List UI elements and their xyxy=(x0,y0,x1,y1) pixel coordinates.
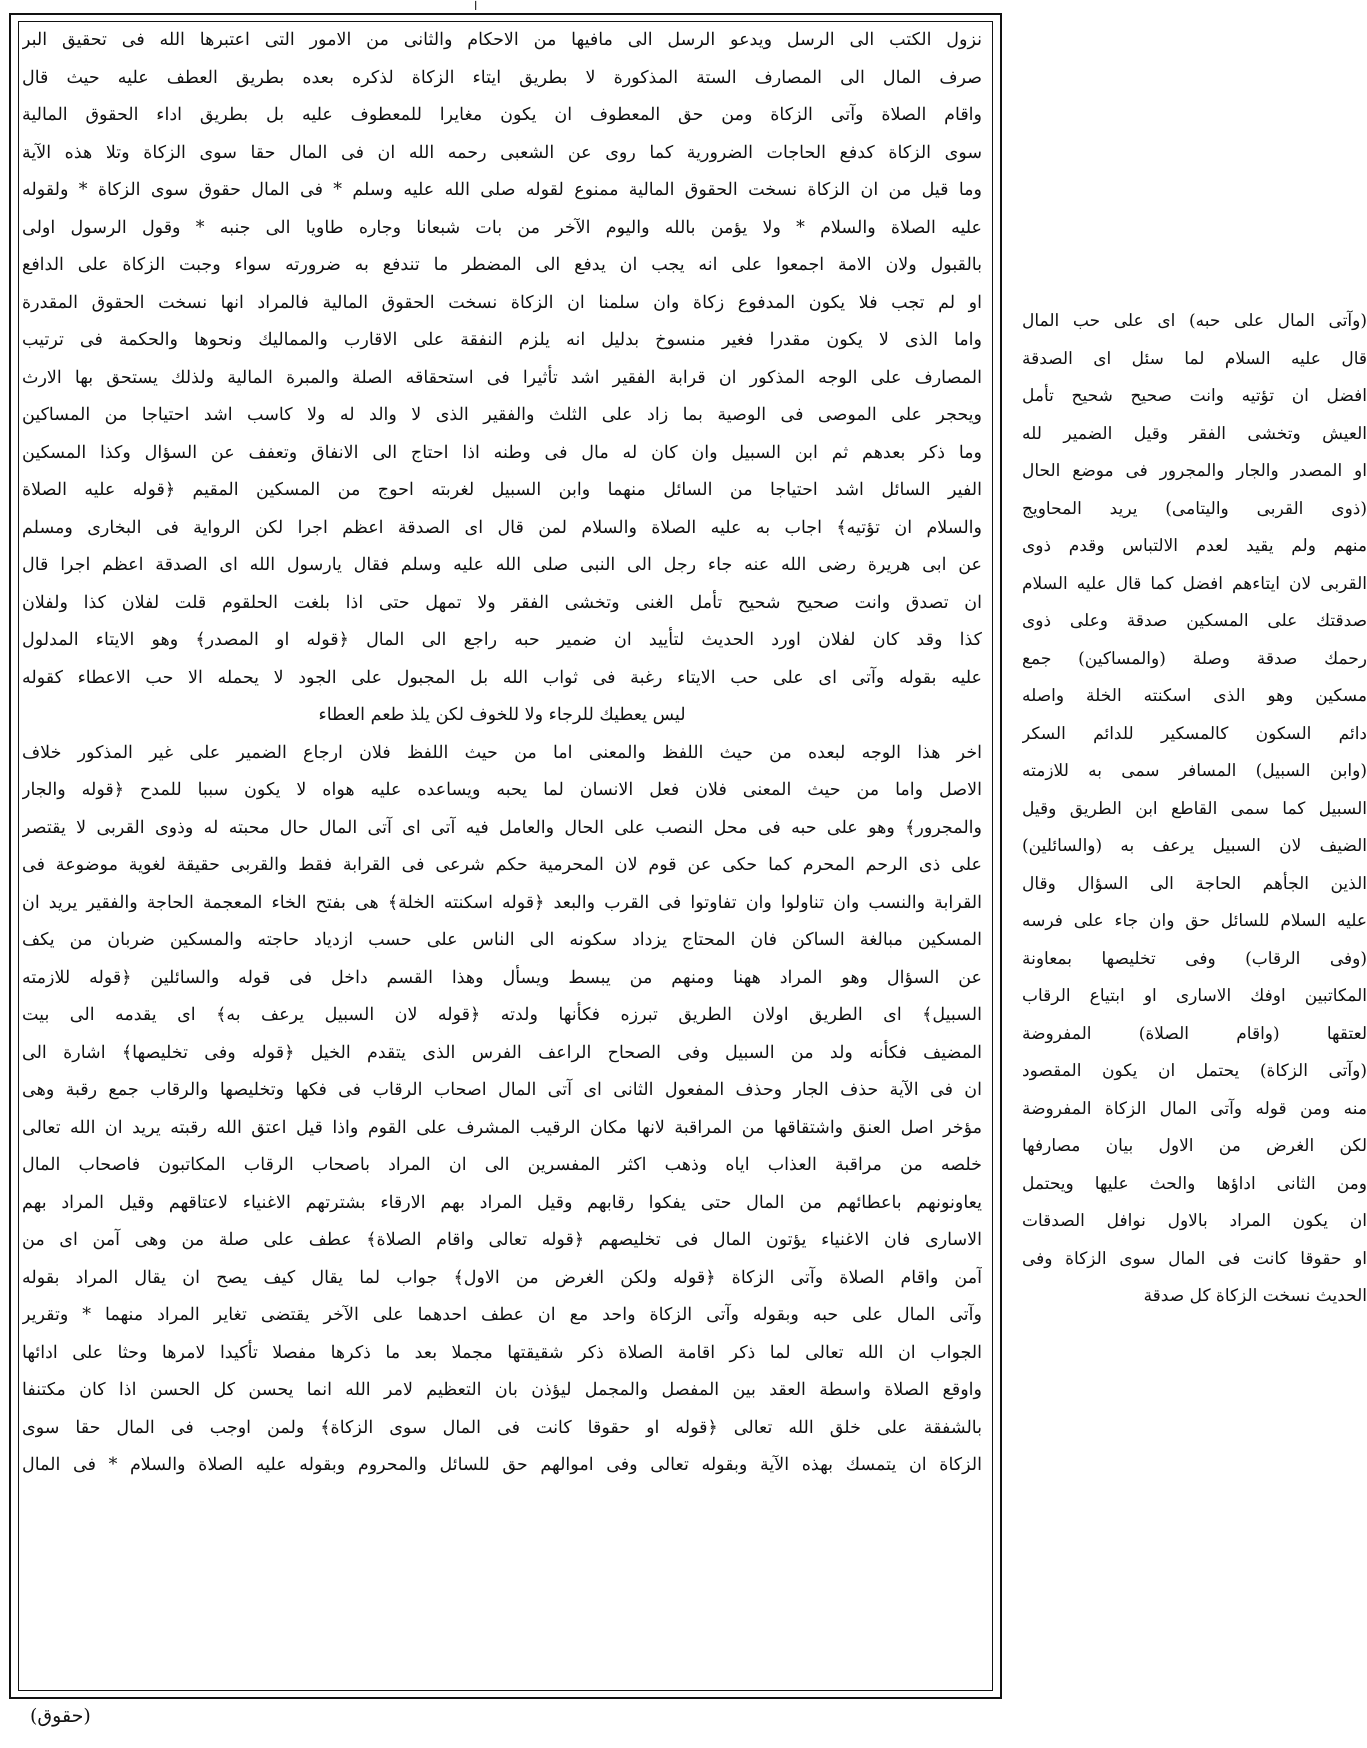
commentary-line: ليس يعطيك للرجاء ولا للخوف لكن يلذ طعم العطاء xyxy=(318,705,686,725)
margin-line: (وابن السبيل) المسافر سمى به للازمته xyxy=(1022,761,1367,781)
commentary-line: الجواب ان الله تعالى لما ذكر اقامة الصلاة ذكر شقيقتها مجملا بعد ما ذكرها مفصلا تأكيدا لامرها وحثا على ادائها xyxy=(22,1342,982,1363)
commentary-line: المضيف فكأنه ولد من السبيل وفى الصحاح الراعف الفرس الذى يتقدم الخيل ﴿قوله وفى تخليصها﴾ اشارة الى xyxy=(22,1042,982,1063)
commentary-line: وآتى المال على حبه وبقوله وآتى الزكاة واحد مع ان عطف احدهما على الآخر يقتضى تغاير المراد منهما * وتقرير xyxy=(22,1305,982,1325)
commentary-line: عن ابى هريرة رضى الله عنه جاء رجل الى النبى صلى الله عليه وسلم فقال يارسول الله اى الصدقة اعظم اجرا قال xyxy=(22,555,982,575)
commentary-line: ويحجر على الموصى فى الوصية بما زاد على الثلث والفقير الذى لا والد له ولا كاسب اشد احتياجا من المساكين xyxy=(22,405,982,425)
commentary-line: بالشفقة على خلق الله تعالى ﴿قوله او حقوقا كانت فى المال سوى الزكاة﴾ ولمن اوجب فى المال حقا سوى xyxy=(22,1417,982,1438)
commentary-line: اخر هذا الوجه لبعده من حيث اللفظ والمعنى اما من حيث اللفظ فلان ارجاع الضمير على غير المذكور خلاف xyxy=(22,742,982,763)
margin-line: الضيف لان السبيل يرعف به (والسائلين) xyxy=(1022,836,1367,856)
margin-tafsir-text-block xyxy=(1022,303,1367,1363)
commentary-line: الفير السائل اشد احتياجا من السائل منهما وابن السبيل لغربته احوج من المسكين المقيم ﴿قوله عليه الصلاة xyxy=(22,480,982,500)
commentary-line: بالقبول ولان الامة اجمعوا على انه يجب ان يدفع الى المضطر ما تندفع به ضرورته سواء وجبت الزكاة على الدافع xyxy=(22,255,982,275)
commentary-line: وما ذكر بعدهم ثم ابن السبيل وان كان له مال فى وطنه اذا احتاج الى الانفاق وتعفف عن السؤال وكذا المسكين xyxy=(22,442,982,463)
margin-line: السبيل كما سمى القاطع ابن الطريق وقيل xyxy=(1022,798,1367,819)
commentary-line: المصارف على الوجه المذكور ان قرابة الفقير اشد تأثيرا فى استحقاقه الصلة والمبرة المالية ولذلك يستحق بها الارث xyxy=(22,367,982,388)
commentary-line: على ذى الرحم المحرم كما حكى عن قوم لان المحرمية حكم شرعى فى القرابة فقط والقربى حقيقة لغوية موضوعة فى xyxy=(22,855,982,875)
commentary-line: عليه الصلاة والسلام * ولا يؤمن بالله واليوم الآخر من بات شبعانا وجاره طاويا الى جنبه * وقول الرسول اولى xyxy=(22,217,982,238)
commentary-line: واوقع الصلاة واسطة العقد بين المفصل والمجمل ليؤذن بان التعظيم لامر الله انما يحسن كل الحسن اذا كان مكتنفا xyxy=(22,1380,982,1400)
commentary-line: يعاونونهم باعطائهم من المال حتى يفكوا رقابهم وقيل المراد بهم الارقاء بشترتهم الاغنياء لاعتاقهم وقيل المراد بهم xyxy=(22,1192,982,1213)
margin-line: ان يكون المراد بالاول نوافل الصدقات xyxy=(1022,1211,1367,1231)
margin-line: افضل ان تؤتيه وانت صحيح شحيح تأمل xyxy=(1022,386,1367,406)
commentary-line: كذا وقد كان لفلان اورد الحديث لتأييد ان ضمير حبه راجع الى المال ﴿قوله او المصدر﴾ وهو الايتاء المدلول xyxy=(22,630,982,650)
commentary-line: خلصه من مراقبة العذاب اياه وذهب اكثر المفسرين الى ان المراد باصحاب الرقاب المكاتبون فاصحاب المال xyxy=(22,1155,982,1175)
margin-line: الحديث نسخت الزكاة كل صدقة xyxy=(1143,1286,1367,1306)
margin-line: (وفى الرقاب) وفى تخليصها بمعاونة xyxy=(1022,948,1367,969)
commentary-line: الزكاة ان يتمسك بهذه الآية وبقوله تعالى وفى اموالهم حق للسائل والمحروم وبقوله عليه الصلاة والسلام * فى المال xyxy=(22,1455,982,1475)
margin-line: لعتقها (واقام الصلاة) المفروضة xyxy=(1022,1023,1367,1044)
margin-line: دائم السكون كالمسكير للدائم السكر xyxy=(1022,723,1367,744)
margin-line: العيش وتخشى الفقر وقيل الضمير لله xyxy=(1022,423,1367,444)
margin-line: عليه السلام للسائل حق وان جاء على فرسه xyxy=(1022,911,1367,931)
margin-line: لكن الغرض من الاول بيان مصارفها xyxy=(1022,1136,1367,1156)
margin-line: قال عليه السلام لما سئل اى الصدقة xyxy=(1022,348,1367,369)
commentary-text-block xyxy=(22,22,982,1682)
margin-line: الذين الجأهم الحاجة الى السؤال وقال xyxy=(1022,873,1367,894)
margin-line: او المصدر والجار والمجرور فى موضع الحال xyxy=(1022,461,1367,481)
margin-line: القربى لان ايتاءهم افضل كما قال عليه السلام xyxy=(1022,573,1367,594)
margin-line: او حقوقا كانت فى المال سوى الزكاة وفى xyxy=(1022,1248,1367,1269)
margin-line: منهم ولم يقيد لعدم الالتباس وقدم ذوى xyxy=(1022,536,1367,556)
commentary-line: واقام الصلاة وآتى الزكاة ومن حق المعطوف ان يكون مغايرا للمعطوف عليه بل بطريق اداء الحقوق المالية xyxy=(22,105,982,125)
margin-line: رحمك صدقة وصلة (والمساكين) جمع xyxy=(1022,648,1367,669)
margin-line: المكاتبين اوفك الاسارى او ابتياع الرقاب xyxy=(1022,986,1367,1006)
commentary-line: صرف المال الى المصارف الستة المذكورة لا بطريق ايتاء الزكاة لذكره بعده بطريق العطف عليه حيث قال xyxy=(22,67,982,88)
margin-line: (ذوى القربى واليتامى) يريد المحاويج xyxy=(1022,498,1367,519)
catchword: (حقوق) xyxy=(30,1705,91,1727)
commentary-line: ان فى الآية حذف الجار وحذف المفعول الثانى اى آتى المال اصحاب الرقاب فى فكها وتخليصها والرقاب جمع رقبة وهى xyxy=(22,1080,982,1100)
commentary-line: نزول الكتب الى الرسل ويدعو الرسل الى مافيها من الاحكام والثانى من الامور التى اعتبرها الله فى تحقيق البر xyxy=(22,30,982,50)
margin-line: (وآتى الزكاة) يحتمل ان يكون المقصود xyxy=(1022,1061,1367,1081)
page-top-mark: ا xyxy=(474,0,478,13)
commentary-line: ان تصدق وانت صحيح شحيح تأمل الغنى وتخشى الفقر ولا تمهل حتى اذا بلغت الحلقوم قلت لفلان كذا ولفلان xyxy=(22,592,982,613)
commentary-line: السبيل﴾ اى الطريق اولان الطريق تبرزه فكأنها ولدته ﴿قوله لان السبيل يرعف به﴾ اى يقدمه الى بيت xyxy=(22,1005,982,1025)
commentary-line: الاسارى فان الاغنياء يؤتون المال فى تخليصهم ﴿قوله تعالى واقام الصلاة﴾ عطف على صلة من وهى آمن اى من xyxy=(22,1230,982,1250)
commentary-line: والسلام ان تؤتيه﴾ اجاب به عليه الصلاة والسلام لمن قال اى الصدقة اعظم اجرا لكن الرواية فى البخارى ومسلم xyxy=(22,517,982,538)
commentary-line: او لم تجب فلا يكون المدفوع زكاة وان سلمنا ان الزكاة نسخت الحقوق المالية فالمراد انها نسخت الحقوق المقدرة xyxy=(22,292,982,313)
commentary-line: الاصل واما من حيث المعنى فلان فعل الانسان لما يحبه ويساعده عليه هواه لا يكون سببا للمدح ﴿قوله والجار xyxy=(22,780,982,800)
commentary-line: عليه بقوله وآتى اى على حب الايتاء رغبة فى ثواب الله بل المجبول على الجود لا يحمله الا حب الاعطاء كقوله xyxy=(22,667,982,688)
commentary-line: واما الذى لا يكون مقدرا فغير منسوخ بدليل انه يلزم النفقة على الاقارب والمماليك ونحوها والحكمة فى ترتيب xyxy=(22,330,982,350)
commentary-line: عن السؤال وهو المراد ههنا ومنهم من يبسط ويسأل وهذا القسم داخل فى قوله والسائلين ﴿قوله للازمته xyxy=(22,967,982,988)
commentary-line: مؤخر اصل العنق واشتقاقها من المراقبة لانها مكان الرقيب المشرف على القوم واذا قيل اعتق الله رقبته يريد ان الله تعالى xyxy=(22,1117,982,1138)
margin-line: صدقتك على المسكين صدقة وعلى ذوى xyxy=(1022,611,1367,631)
commentary-line: آمن واقام الصلاة وآتى الزكاة ﴿قوله ولكن الغرض من الاول﴾ جواب لما يقال كيف يصح ان يقال المراد بقوله xyxy=(22,1267,982,1288)
commentary-line: القرابة والنسب وان تناولوا وان تفاوتوا فى القرب والبعد ﴿قوله اسكنته الخلة﴾ هى بفتح الخاء المعجمة الحاجة والفقير يريد ان xyxy=(22,892,982,913)
margin-line: مسكين وهو الذى اسكنته الخلة واصله xyxy=(1022,686,1367,706)
commentary-line: سوى الزكاة كدفع الحاجات الضرورية كما روى عن الشعبى رحمه الله ان فى المال حقا سوى الزكاة وتلا هذه الآية xyxy=(22,142,982,163)
margin-line: (وآتى المال على حبه) اى على حب المال xyxy=(1022,311,1367,331)
margin-line: منه ومن قوله وآتى المال الزكاة المفروضة xyxy=(1022,1098,1367,1119)
margin-line: ومن الثانى اداؤها والحث عليها ويحتمل xyxy=(1022,1173,1367,1194)
commentary-line: وما قيل من ان الزكاة نسخت الحقوق المالية ممنوع لقوله صلى الله عليه وسلم * فى المال حقوق سوى الزكاة * ولقوله xyxy=(22,180,982,200)
commentary-line: والمجرور﴾ وهو على حبه فى محل النصب على الحال والعامل فيه آتى اى آتى المال حال محبته له وذوى القربى لا يقتصر xyxy=(22,817,982,838)
commentary-line: المسكين مبالغة الساكن فان المحتاج يزداد سكونه الى الناس على حسب ازدياد حاجته والمسكين ضربان من يكف xyxy=(22,930,982,950)
